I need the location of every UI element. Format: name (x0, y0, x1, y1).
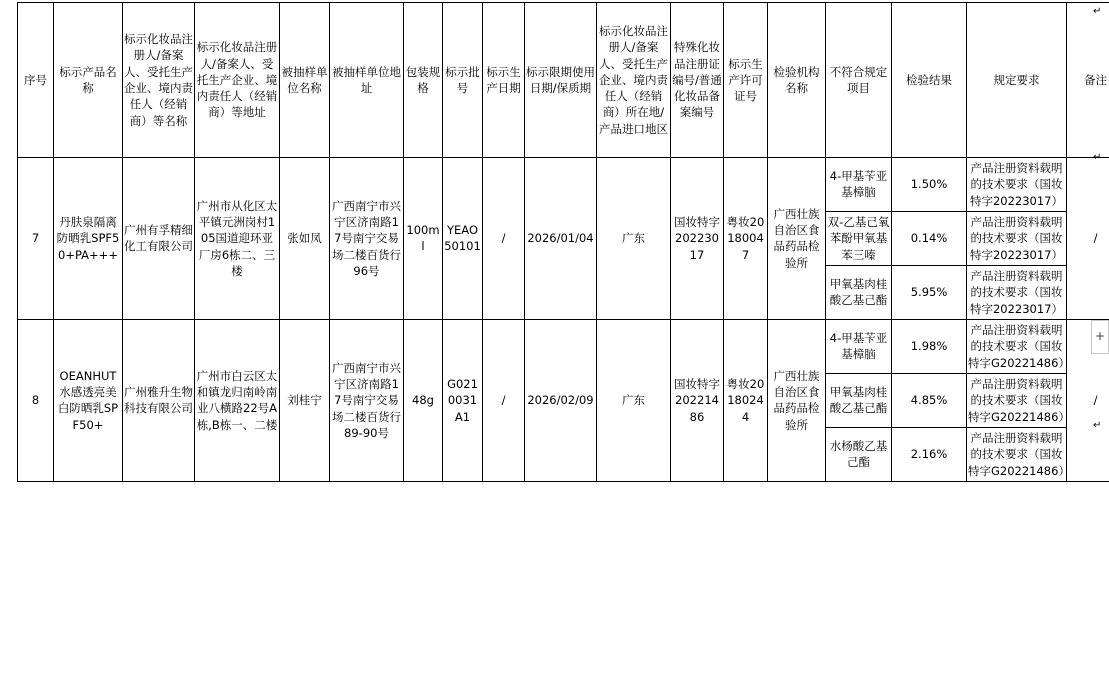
cell-location: 广东 (597, 158, 671, 320)
cell-sampled-unit: 张如凤 (280, 158, 330, 320)
column-header-nonconforming-item: 不符合规定项目 (826, 3, 892, 158)
cell-result: 0.14% (892, 211, 967, 265)
cell-registration-no: 国妆特字202230 17 (671, 158, 724, 320)
cell-remark: / (1067, 319, 1109, 481)
cell-requirement: 产品注册资料载明的技术要求（国妆特字G20221486） (967, 373, 1067, 427)
cell-location: 广东 (597, 319, 671, 481)
column-header-spec: 包装规格 (404, 3, 443, 158)
cell-spec: 48g (404, 319, 443, 481)
column-header-inspection-org: 检验机构名称 (768, 3, 826, 158)
cell-index: 7 (18, 158, 54, 320)
cell-result: 1.98% (892, 319, 967, 373)
cell-requirement: 产品注册资料载明的技术要求（国妆特字20223017） (967, 158, 1067, 212)
cell-sampled-unit-address: 广西南宁市兴宁区济南路17号南宁交易场二楼百货行96号 (330, 158, 404, 320)
cell-requirement: 产品注册资料载明的技术要求（国妆特字G20221486） (967, 427, 1067, 481)
table-row (18, 158, 1109, 212)
cell-spec: 100ml (404, 158, 443, 320)
cell-product-name: 丹肤泉隔离防晒乳SPF50+PA+++ (54, 158, 123, 320)
cell-result: 1.50% (892, 158, 967, 212)
column-header-batch: 标示批号 (443, 3, 483, 158)
cell-requirement: 产品注册资料载明的技术要求（国妆特字G20221486） (967, 319, 1067, 373)
cell-expiry: 2026/02/09 (525, 319, 597, 481)
column-header-production-date: 标示生产日期 (483, 3, 525, 158)
cell-product-name: OEANHUT水感透亮美白防晒乳SPF50+ (54, 319, 123, 481)
cell-registrant-address: 广州市白云区太和镇龙归南岭南业八横路22号A栋,B栋一、二楼 (195, 319, 280, 481)
cell-requirement: 产品注册资料载明的技术要求（国妆特字20223017） (967, 211, 1067, 265)
margin-paragraph-marks: ↵ ↵ ↵ (1093, 6, 1102, 431)
column-header-registrant: 标示化妆品注册人/备案人、受托生产企业、境内责任人（经销商）等名称 (123, 3, 195, 158)
cell-license-no: 粤妆20180244 (724, 319, 768, 481)
cell-batch: YEAO50101 (443, 158, 483, 320)
column-header-result: 检验结果 (892, 3, 967, 158)
cell-nonconforming-item: 甲氧基肉桂酸乙基己酯 (826, 265, 892, 319)
column-header-registrant-address: 标示化妆品注册人/备案人、受托生产企业、境内责任人（经销商）等地址 (195, 3, 280, 158)
cell-inspection-org: 广西壮族自治区食品药品检验所 (768, 319, 826, 481)
column-header-expiry: 标示限期使用日期/保质期 (525, 3, 597, 158)
column-header-remark: 备注 (1067, 3, 1109, 158)
cell-registration-no: 国妆特字202214 86 (671, 319, 724, 481)
cell-production-date: / (483, 158, 525, 320)
cell-nonconforming-item: 4-甲基苄亚基樟脑 (826, 319, 892, 373)
cell-result: 2.16% (892, 427, 967, 481)
column-header-sampled-unit: 被抽样单位名称 (280, 3, 330, 158)
column-header-index: 序号 (18, 3, 54, 158)
table-header-row (18, 3, 1109, 158)
cell-nonconforming-item: 双-乙基己氧苯酚甲氧基苯三嗪 (826, 211, 892, 265)
cell-production-date: / (483, 319, 525, 481)
column-header-product-name: 标示产品名称 (54, 3, 123, 158)
cell-license-no: 粤妆20180047 (724, 158, 768, 320)
cell-batch: G0210031A1 (443, 319, 483, 481)
table-row (18, 319, 1109, 373)
expand-button[interactable]: + (1091, 320, 1109, 354)
cell-inspection-org: 广西壮族自治区食品药品检验所 (768, 158, 826, 320)
cell-nonconforming-item: 4-甲基苄亚基樟脑 (826, 158, 892, 212)
cell-expiry: 2026/01/04 (525, 158, 597, 320)
cell-registrant: 广州雅升生物科技有限公司 (123, 319, 195, 481)
cell-registrant: 广州有孚精细化工有限公司 (123, 158, 195, 320)
column-header-registration-no: 特殊化妆品注册证编号/普通化妆品备案编号 (671, 3, 724, 158)
cell-registrant-address: 广州市从化区太平镇元洲岗村105国道迎环亚厂房6栋二、三楼 (195, 158, 280, 320)
cell-remark: / (1067, 158, 1109, 320)
cell-index: 8 (18, 319, 54, 481)
column-header-location: 标示化妆品注册人/备案人、受托生产企业、境内责任人（经销商）所在地/产品进口地区 (597, 3, 671, 158)
cell-nonconforming-item: 甲氧基肉桂酸乙基己酯 (826, 373, 892, 427)
column-header-license-no: 标示生产许可证号 (724, 3, 768, 158)
column-header-requirement: 规定要求 (967, 3, 1067, 158)
cell-result: 5.95% (892, 265, 967, 319)
cell-nonconforming-item: 水杨酸乙基己酯 (826, 427, 892, 481)
cell-result: 4.85% (892, 373, 967, 427)
cell-sampled-unit: 刘桂宁 (280, 319, 330, 481)
inspection-results-table (17, 2, 1109, 482)
column-header-sampled-unit-address: 被抽样单位地址 (330, 3, 404, 158)
cell-sampled-unit-address: 广西南宁市兴宁区济南路17号南宁交易场二楼百货行89-90号 (330, 319, 404, 481)
cell-requirement: 产品注册资料载明的技术要求（国妆特字20223017） (967, 265, 1067, 319)
